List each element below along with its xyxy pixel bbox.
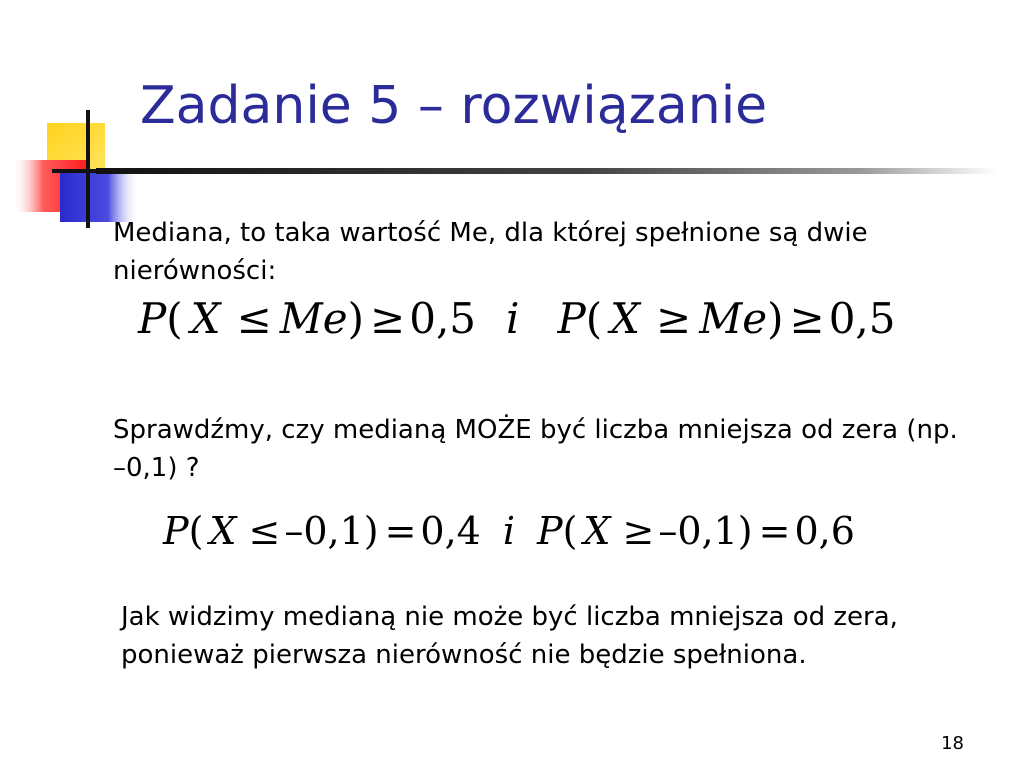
formula-2-right-p: P xyxy=(537,509,563,553)
formula-1-right-close: ) xyxy=(767,294,784,343)
corner-decoration xyxy=(0,0,140,240)
formula-1-left-cmp: ≥ xyxy=(370,294,406,343)
median-inequalities-formula xyxy=(138,294,896,344)
formula-1-left-value: 0,5 xyxy=(409,294,477,343)
formula-2-left-arg: –0,1 xyxy=(284,509,364,553)
formula-2-right-open: ( xyxy=(562,509,578,553)
slide-number: 18 xyxy=(941,733,964,754)
formula-2-left-eq: = xyxy=(384,509,417,553)
check-negative-median-text: Sprawdźmy, czy medianą MOŻE być liczba mniejsza od zera (np. –0,1) ? xyxy=(113,415,958,483)
formula-1-right-me: Me xyxy=(699,294,768,343)
formula-1-left-op: ≤ xyxy=(236,294,272,343)
formula-1-right-value: 0,5 xyxy=(828,294,896,343)
slide-title: Zadanie 5 – rozwiązanie xyxy=(140,76,768,136)
formula-2-left-close: ) xyxy=(363,509,379,553)
formula-2-left-op: ≤ xyxy=(248,509,281,553)
formula-2-right-value: 0,6 xyxy=(794,509,855,553)
formula-1-right-x: X xyxy=(610,294,641,343)
formula-1-right-open: ( xyxy=(585,294,603,343)
formula-1-left-me: Me xyxy=(279,294,348,343)
formula-2-right-op: ≥ xyxy=(622,509,655,553)
formula-1-left-close: ) xyxy=(347,294,365,343)
formula-2-left-x: X xyxy=(209,509,237,553)
title-underline xyxy=(96,168,996,174)
formula-2-right-x: X xyxy=(583,509,611,553)
formula-2-left-p: P xyxy=(163,509,189,553)
formula-1-right-op: ≥ xyxy=(656,294,692,343)
formula-2-right-close: ) xyxy=(737,509,753,553)
formula-1-left-p: P xyxy=(138,294,167,343)
formula-2-connector: i xyxy=(502,509,516,553)
formula-1-right-cmp: ≥ xyxy=(789,294,825,343)
formula-1-left-x: X xyxy=(190,294,221,343)
formula-2-right-eq: = xyxy=(758,509,791,553)
formula-1-left-open: ( xyxy=(166,294,183,343)
formula-2-right-arg: –0,1 xyxy=(658,509,738,553)
conclusion-text: Jak widzimy medianą nie może być liczba mniejsza od zera, ponieważ pierwsza nierówność nie będzie spełniona. xyxy=(121,602,898,670)
example-probabilities-formula xyxy=(163,508,855,554)
formula-2-left-value: 0,4 xyxy=(420,509,481,553)
median-definition-text: Mediana, to taka wartość Me, dla której spełnione są dwie nierówności: xyxy=(113,218,868,286)
formula-1-right-p: P xyxy=(557,294,586,343)
formula-2-left-open: ( xyxy=(188,509,204,553)
formula-1-connector: i xyxy=(506,294,520,343)
